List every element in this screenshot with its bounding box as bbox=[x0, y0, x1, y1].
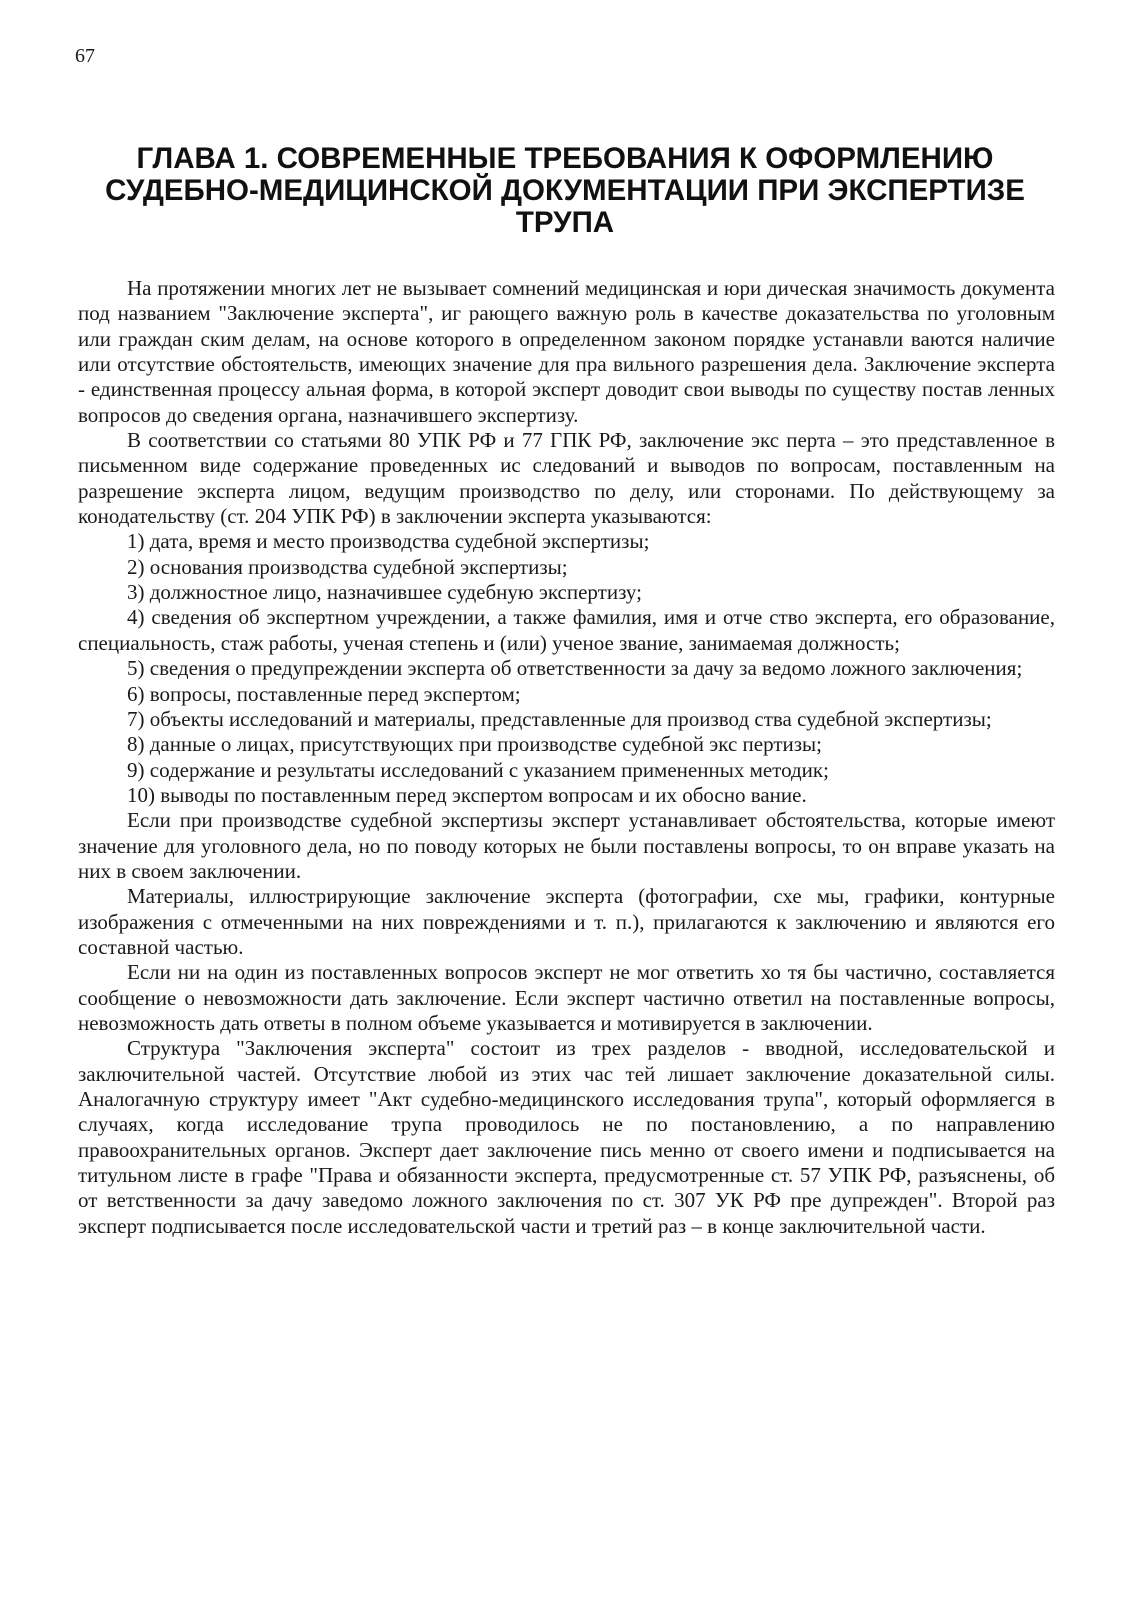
paragraph-illustrative-materials: Материалы, иллюстрирующие заключение эксперта (фотографии, схе мы, графики, контурные изображения с отмеченными на них повреждениями и т. п.), прилагаются к заключению и являются его составной частью. bbox=[78, 884, 1055, 959]
list-item: 3) должностное лицо, назначившее судебную экспертизу; bbox=[127, 580, 642, 605]
list-item: 9) содержание и результаты исследований с указанием примененных методик; bbox=[127, 757, 829, 782]
paragraph-additional-circumstances: Если при производстве судебной экспертизы эксперт устанавливает обстоятельства, которые имеют значение для уголовного дела, но по поводу которых не были поставлены вопросы, то он вправе указать на них в своем заключении. bbox=[78, 808, 1055, 883]
list-item: 10) выводы по поставленным перед экспертом вопросам и их обосно вание. bbox=[127, 782, 807, 807]
chapter-title: ГЛАВА 1. СОВРЕМЕННЫЕ ТРЕБОВАНИЯ К ОФОРМЛЕНИЮ СУДЕБНО-МЕДИЦИНСКОЙ ДОКУМЕНТАЦИИ ПРИ ЭКСПЕРТИЗЕ ТРУПА bbox=[105, 142, 1025, 239]
list-item: 5) сведения о предупреждении эксперта об ответственности за дачу за ведомо ложного заключения; bbox=[127, 656, 1023, 681]
list-item: 8) данные о лицах, присутствующих при производстве судебной экс пертизы; bbox=[127, 732, 822, 757]
body-text bbox=[78, 276, 1055, 1239]
paragraph-intro: На протяжении многих лет не вызывает сомнений медицинская и юри дическая значимость документа под названием "Заключение эксперта", иг рающего важную роль в качестве доказательства по уголовным или граждан ским делам, на основе которого в определенном законом порядке устанавли ваются наличие или отсутствие обстоятельств, имеющих значение для пра вильного разрешения дела. Заключение эксперта - единственная процессу альная форма, в которой эксперт доводит свои выводы по существу постав ленных вопросов до сведения органа, назначившего экспертизу. bbox=[78, 276, 1055, 427]
page-number: 67 bbox=[75, 45, 95, 67]
paragraph-legal-basis: В соответствии со статьями 80 УПК РФ и 77 ГПК РФ, заключение экс перта – это представленное в письменном виде содержание проведенных ис следований и выводов по вопросам, поставленным на разрешение эксперта лицом, ведущим производство по делу, или сторонами. По действующему за конодательству (ст. 204 УПК РФ) в заключении эксперта указываются: bbox=[78, 428, 1055, 529]
list-item: 1) дата, время и место производства судебной экспертизы; bbox=[127, 529, 650, 554]
list-item: 7) объекты исследований и материалы, представленные для производ ства судебной экспертизы; bbox=[127, 706, 992, 731]
paragraph-structure: Структура "Заключения эксперта" состоит из трех разделов - вводной, исследовательской и заключительной частей. Отсутствие любой из этих час тей лишает заключение доказательной силы. Аналогачную структуру имеет "Акт судебно-медицинского исследования трупа", который оформляегся в случаях, когда исследование трупа проводилось не по постановлению, а по направлению правоохранительных органов. Эксперт дает заключение пись менно от своего имени и подписывается на титульном листе в графе "Права и обязанности эксперта, предусмотренные ст. 57 УПК РФ, разъяснены, об от ветственности за дачу заведомо ложного заключения по ст. 307 УК РФ пре дупрежден". Второй раз эксперт подписывается после исследовательской части и третий раз – в конце заключительной части. bbox=[78, 1036, 1055, 1238]
paragraph-impossibility-report: Если ни на один из поставленных вопросов эксперт не мог ответить хо тя бы частично, составляется сообщение о невозможности дать заключение. Если эксперт частично ответил на поставленные вопросы, невозможность дать ответы в полном объеме указывается и мотивируется в заключении. bbox=[78, 960, 1055, 1035]
list-item: 2) основания производства судебной экспертизы; bbox=[127, 554, 568, 579]
list-item: 4) сведения об экспертном учреждении, а также фамилия, имя и отче ство эксперта, его образование, специальность, стаж работы, ученая степень и (или) ученое звание, занимаемая должность; bbox=[78, 605, 1055, 655]
list-item: 6) вопросы, поставленные перед экспертом; bbox=[127, 681, 521, 706]
